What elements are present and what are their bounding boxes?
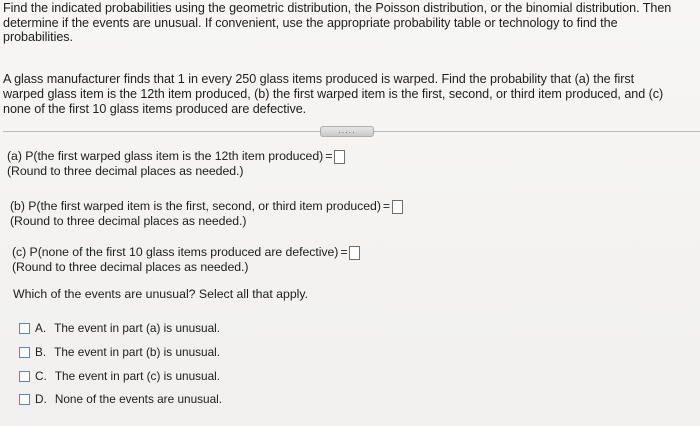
option-b-label: The event in part (b) is unusual.: [54, 345, 221, 359]
option-a-label: The event in part (a) is unusual.: [54, 321, 221, 335]
instructions-line: probabilities.: [3, 30, 74, 45]
collapse-handle-button[interactable]: .....: [320, 126, 374, 137]
question-b-prompt: (b) P(the first warped item is the first, second, or third item produced): [10, 199, 381, 213]
question-a-rounding-note: (Round to three decimal places as needed.): [7, 164, 244, 178]
option-a[interactable]: [19, 321, 220, 335]
equals-sign: =: [325, 149, 333, 163]
question-part-c: [12, 245, 360, 275]
option-d-checkbox[interactable]: [19, 394, 30, 405]
problem-line: warped glass item is the 12th item produced, (b) the first warped item is the first, second, or third item produced, and (c): [3, 87, 664, 101]
question-part-a: [7, 149, 345, 179]
problem-line: A glass manufacturer finds that 1 in every 250 glass items produced is warped. Find the probability that (a) the first: [3, 72, 635, 86]
question-part-b: [10, 199, 403, 229]
problem-line: none of the first 10 glass items produced are defective.: [3, 102, 307, 116]
question-c-rounding-note: (Round to three decimal places as needed.): [12, 260, 249, 274]
question-b-rounding-note: (Round to three decimal places as needed.): [10, 214, 247, 228]
unusual-events-question: Which of the events are unusual? Select all that apply.: [13, 287, 309, 301]
option-a-letter: A.: [35, 321, 47, 335]
answer-b-input[interactable]: [392, 200, 403, 214]
instructions-line: Find the indicated probabilities using the geometric distribution, the Poisson distribution, or the binomial distribution. Then: [3, 1, 672, 15]
option-d[interactable]: [19, 392, 222, 406]
instructions-line: determine if the events are unusual. If convenient, use the appropriate probability table or technology to find the: [3, 15, 618, 30]
option-c-label: The event in part (c) is unusual.: [54, 369, 221, 383]
problem-statement: [3, 72, 700, 117]
option-c-letter: C.: [35, 369, 47, 383]
question-a-prompt: (a) P(the first warped glass item is the 12th item produced): [7, 149, 324, 163]
option-b-letter: B.: [35, 345, 47, 359]
question-c-prompt: (c) P(none of the first 10 glass items produced are defective): [12, 245, 339, 259]
answer-c-input[interactable]: [349, 246, 360, 260]
option-c[interactable]: [19, 369, 220, 383]
equals-sign: =: [340, 245, 348, 259]
option-d-label: None of the events are unusual.: [54, 392, 223, 406]
instructions-text: [3, 1, 700, 45]
option-a-checkbox[interactable]: [19, 323, 30, 334]
option-d-letter: D.: [35, 392, 47, 406]
answer-a-input[interactable]: [334, 150, 345, 164]
option-b[interactable]: [19, 345, 220, 359]
option-b-checkbox[interactable]: [19, 347, 30, 358]
equals-sign: =: [382, 199, 391, 213]
option-c-checkbox[interactable]: [19, 371, 30, 382]
